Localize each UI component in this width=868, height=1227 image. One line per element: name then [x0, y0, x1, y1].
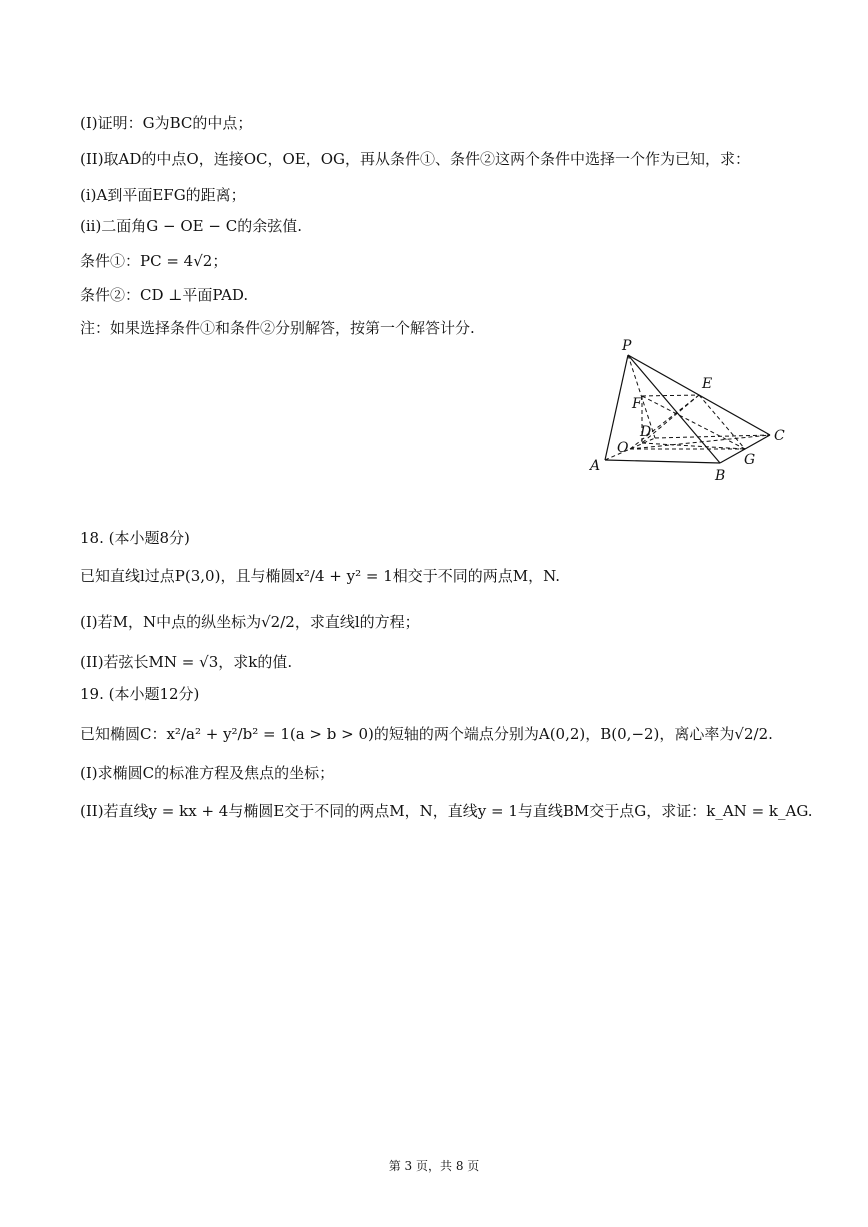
q17-condition-2: 条件②：CD ⊥平面PAD. — [80, 286, 249, 304]
q17-sub-i: (i)A到平面EFG的距离； — [80, 186, 246, 204]
q19-part2: (II)若直线y = kx + 4与椭圆E交于不同的两点M，N，直线y = 1与直线BM交于点G，求证：k_AN = k_AG. — [80, 802, 813, 820]
page-footer: 第 3 页，共 8 页 — [388, 1159, 480, 1173]
q17-sub-ii: (ii)二面角G − OE − C的余弦值. — [80, 217, 302, 235]
q18-header: 18. (本小题8分) — [80, 529, 190, 547]
label-p: P — [622, 338, 632, 354]
q17-note: 注：如果选择条件①和条件②分别解答，按第一个解答计分. — [80, 319, 475, 337]
label-o: O — [617, 440, 629, 456]
label-g: G — [744, 452, 756, 468]
label-a: A — [590, 458, 601, 474]
label-f: F — [632, 396, 642, 412]
q18-stem: 已知直线l过点P(3,0)，且与椭圆x²/4 + y² = 1相交于不同的两点M，N. — [80, 567, 561, 585]
pyramid-figure — [580, 338, 800, 488]
q17-part2: (II)取AD的中点O，连接OC，OE，OG，再从条件①、条件②这两个条件中选择一个作为已知，求： — [80, 150, 751, 168]
label-c: C — [774, 428, 785, 444]
q17-part1: (I)证明：G为BC的中点； — [80, 114, 253, 132]
q19-header: 19. (本小题12分) — [80, 685, 200, 703]
label-e: E — [702, 376, 713, 392]
q18-part2: (II)若弦长MN = √3，求k的值. — [80, 653, 293, 671]
q19-part1: (I)求椭圆C的标准方程及焦点的坐标； — [80, 764, 335, 782]
label-b: B — [715, 468, 726, 484]
q18-part1: (I)若M，N中点的纵坐标为√2/2，求直线l的方程； — [80, 613, 420, 631]
label-d: D — [640, 424, 652, 440]
q17-condition-1: 条件①：PC = 4√2； — [80, 252, 228, 270]
q19-stem: 已知椭圆C：x²/a² + y²/b² = 1(a > b > 0)的短轴的两个端点分别为A(0,2)，B(0,−2)，离心率为√2/2. — [80, 725, 773, 743]
